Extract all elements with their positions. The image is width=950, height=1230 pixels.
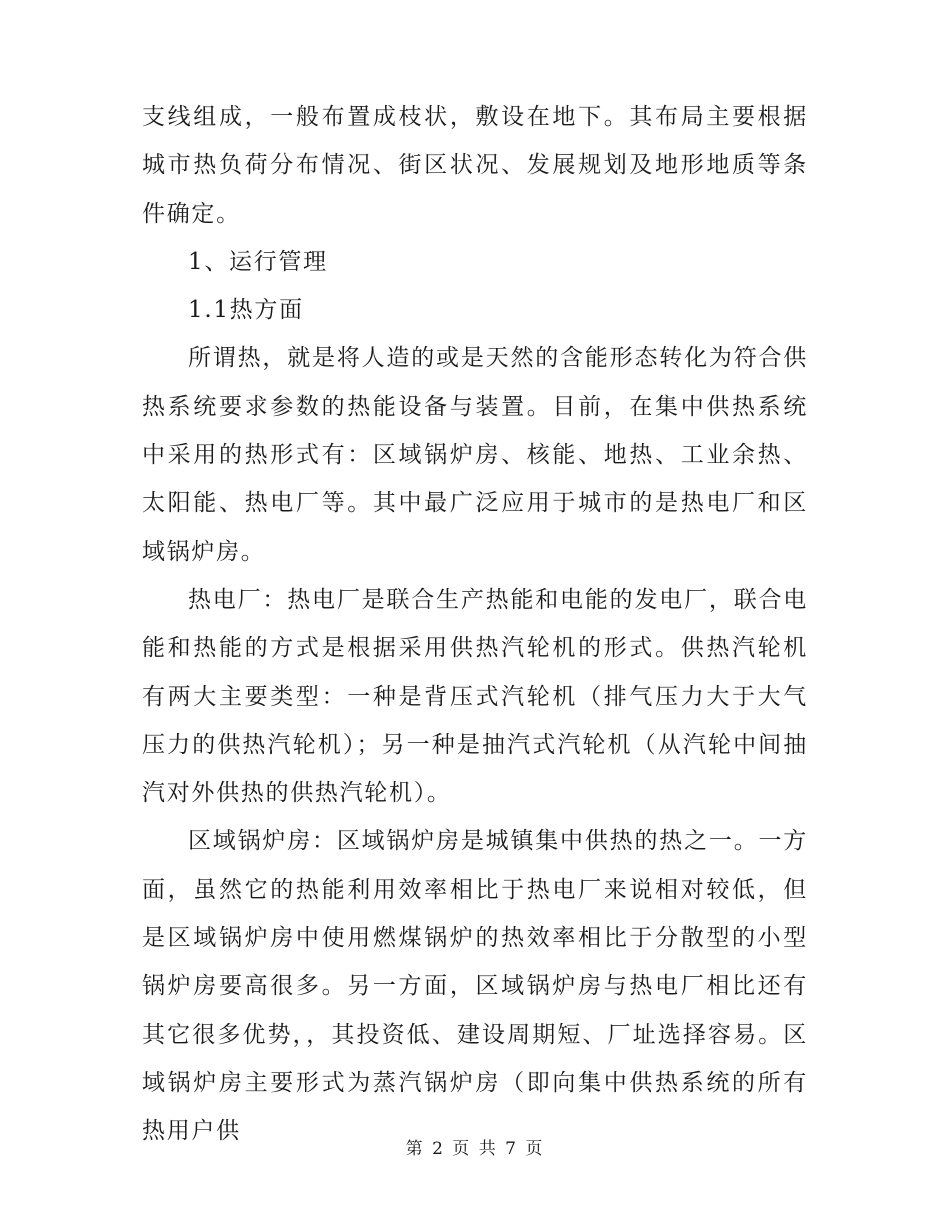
subsection-heading-heat: 1.1热方面 — [188, 297, 304, 324]
document-body — [142, 93, 808, 1156]
paragraph-thermal-power-plant: 热电厂：热电厂是联合生产热能和电能的发电厂，联合电能和热能的方式是根据采用供热汽轮机的形式。供热汽轮机有两大主要类型：一种是背压式汽轮机（排气压力大于大气压力的供热汽轮机）；另一种是抽汽式汽轮机（从汽轮中间抽汽对外供热的供热汽轮机）。 — [142, 586, 808, 807]
paragraph-continued: 支线组成，一般布置成枝状，敷设在地下。其布局主要根据城市热负荷分布情况、街区状况、发展规划及地形地质等条件确定。 — [142, 104, 808, 227]
paragraph-heat-source: 所谓热，就是将人造的或是天然的含能形态转化为符合供热系统要求参数的热能设备与装置。目前，在集中供热系统中采用的热形式有：区域锅炉房、核能、地热、工业余热、太阳能、热电厂等。其中最广泛应用于城市的是热电厂和区域锅炉房。 — [142, 345, 808, 565]
page-number-footer: 第 2 页 共 7 页 — [405, 1139, 545, 1159]
section-heading-operation: 1、运行管理 — [188, 248, 328, 275]
paragraph-district-boiler-room: 区域锅炉房：区域锅炉房是城镇集中供热的热之一。一方面，虽然它的热能利用效率相比于热电厂来说相对较低，但是区域锅炉房中使用燃煤锅炉的热效率相比于分散型的小型锅炉房要高很多。另一方面，区域锅炉房与热电厂相比还有其它很多优势，，其投资低、建设周期短、厂址选择容易。区域锅炉房主要形式为蒸汽锅炉房（即向集中供热系统的所有热用户供 — [142, 828, 808, 1145]
